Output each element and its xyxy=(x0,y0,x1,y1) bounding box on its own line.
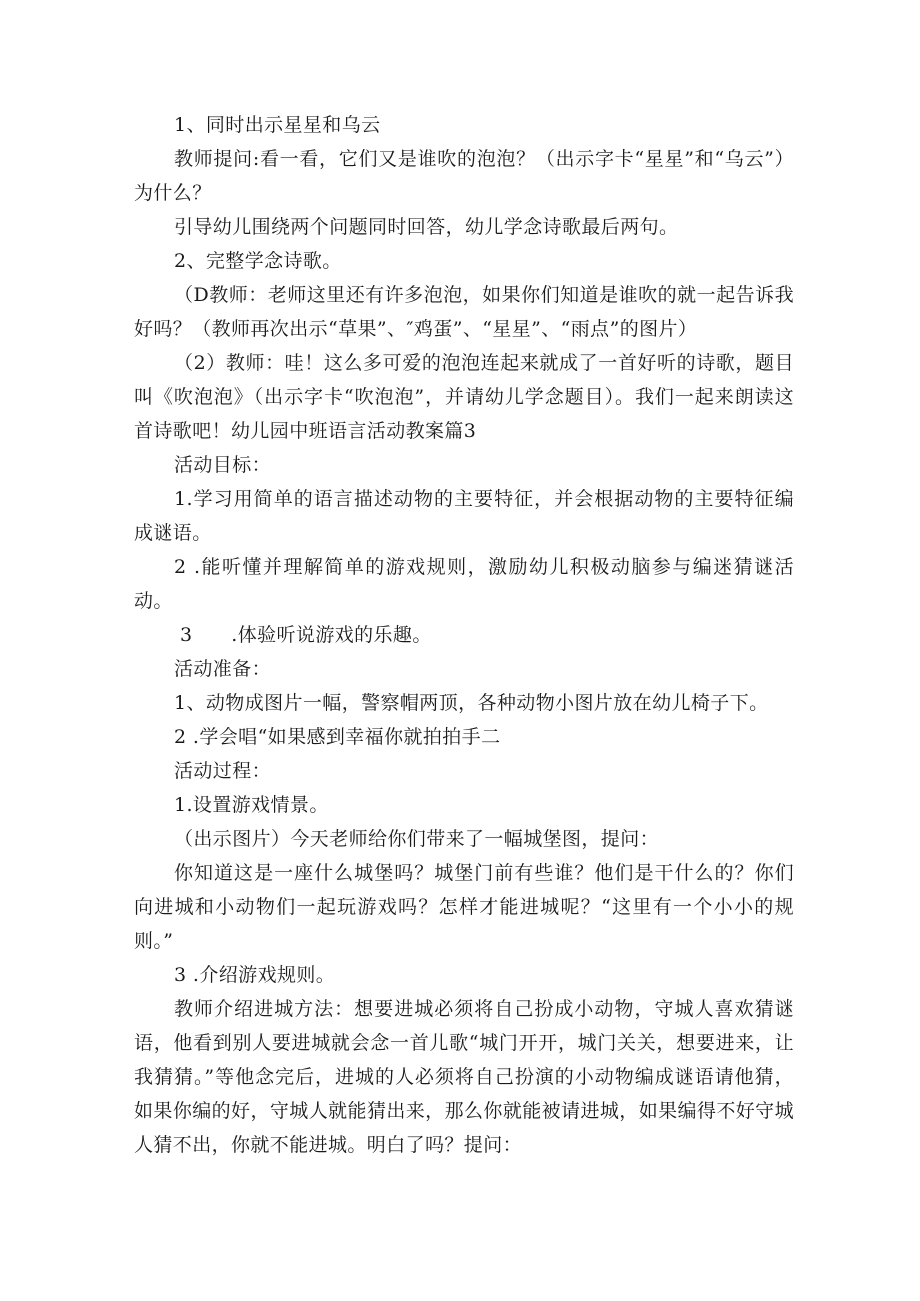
heading-activity-goals: 活动目标： xyxy=(174,454,272,476)
list-item-goal-1: 1.学习用简单的语言描述动物的主要特征，并会根据动物的主要特征编成谜语。 xyxy=(134,488,794,544)
document-body xyxy=(134,108,794,1162)
paragraph-teacher-bubbles: （D教师：老师这里还有许多泡泡，如果你们知道是谁吹的就一起告诉我好吗？（教师再次出示“草果”、″鸡蛋”、“星星”、“雨点”的图片） xyxy=(134,284,794,340)
list-item-goal-3: 3 .体验听说游戏的乐趣。 xyxy=(180,624,432,646)
heading-activity-prep: 活动准备： xyxy=(174,658,272,680)
heading-activity-process: 活动过程： xyxy=(174,760,272,782)
list-item-process-3: 3 .介绍游戏规则。 xyxy=(174,964,336,986)
list-item-prep-1: 1、动物成图片一幅，警察帽两顶，各种动物小图片放在幼儿椅子下。 xyxy=(174,692,769,714)
list-item-process-1: 1.设置游戏情景。 xyxy=(174,794,329,816)
list-item-goal-2: 2 .能听懂并理解简单的游戏规则，激励幼儿积极动脑参与编迷猜谜活动。 xyxy=(134,556,794,612)
paragraph-recite-poem: 2、完整学念诗歌。 xyxy=(174,250,342,272)
paragraph-guide-children: 引导幼儿围绕两个问题同时回答，幼儿学念诗歌最后两句。 xyxy=(174,216,679,238)
paragraph-poem-title: （2）教师：哇！这么多可爱的泡泡连起来就成了一首好听的诗歌，题目叫《吹泡泡》（出示字卡“吹泡泡”，并请幼儿学念题目）。我们一起来朗读这首诗歌吧！幼儿园中班语言活动教案篇3 xyxy=(134,352,794,442)
list-item-prep-2: 2 .学会唱“如果感到幸福你就拍拍手二 xyxy=(174,726,501,748)
paragraph-teacher-question: 教师提问:看一看，它们又是谁吹的泡泡？（出示字卡“星星”和“乌云”）为什么？ xyxy=(134,148,794,204)
paragraph-castle-questions: 你知道这是一座什么城堡吗？城堡门前有些谁？他们是干什么的？你们向进城和小动物们一起玩游戏吗？怎样才能进城呢？“这里有一个小小的规则。” xyxy=(134,862,794,952)
paragraph-game-rules: 教师介绍进城方法：想要进城必须将自己扮成小动物，守城人喜欢猜谜语，他看到别人要进城就会念一首儿歌“城门开开，城门关关，想要进来，让我猜猜。”等他念完后，进城的人必须将自己扮演的小动物编成谜语请他猜，如果你编的好，守城人就能猜出来，那么你就能被请进城，如果编得不好守城人猜不出，你就不能进城。明白了吗？提问： xyxy=(134,998,794,1156)
paragraph-show-stars-clouds: 1、同时出示星星和乌云 xyxy=(174,114,381,136)
paragraph-show-picture: （出示图片）今天老师给你们带来了一幅城堡图，提问： xyxy=(174,828,660,850)
